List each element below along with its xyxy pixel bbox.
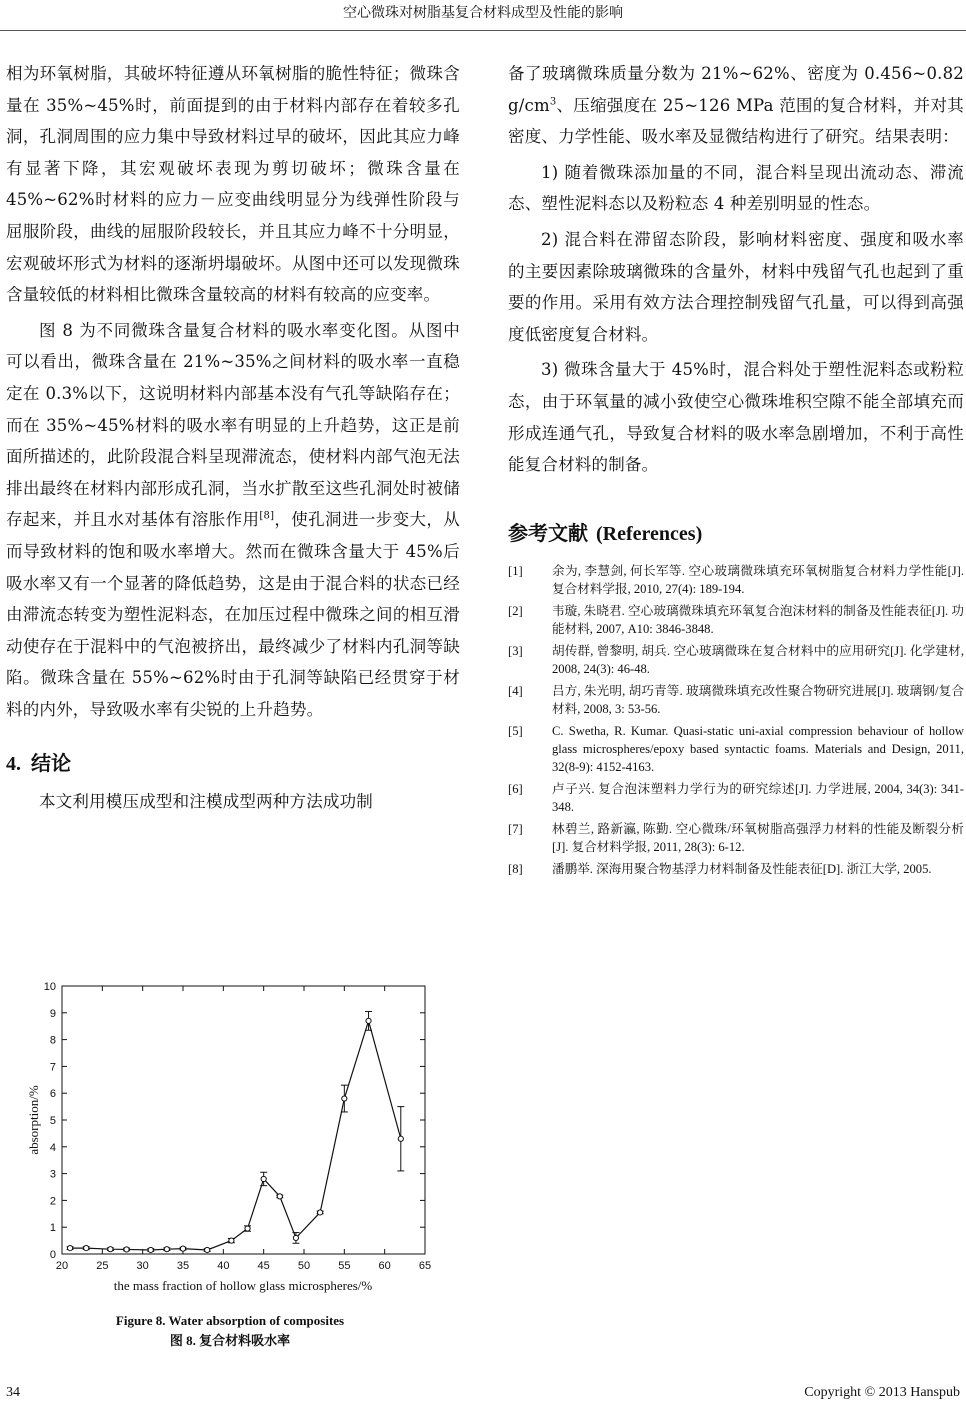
data-point: [148, 1247, 153, 1252]
references-title-en: (References): [596, 522, 703, 545]
x-tick-label: 30: [136, 1260, 149, 1272]
x-tick-label: 65: [418, 1260, 432, 1272]
copyright: Copyright © 2013 Hanspub: [804, 1385, 960, 1400]
reference-item: [508, 562, 964, 598]
axis-ticks: [44, 981, 431, 1272]
data-point: [229, 1238, 234, 1243]
reference-label: [8]: [508, 861, 523, 876]
left-paragraph-1: 相为环氧树脂，其破坏特征遵从环氧树脂的脆性特征；微珠含量在 35%~45%时，前面提到的由于材料内部存在着较多孔洞，孔洞周围的应力集中导致材料过早的破坏，因此其应力峰有显著下降，其宏观破坏表现为剪切破坏；微珠含量在 45%~62%时材料的应力－应变曲线明显分为线弹性阶段与屈服阶段，曲线的屈服阶段较长，并且其应力峰不十分明显，宏观破坏形式为材料的逐渐坍塌破坏。从图中还可以发现微珠含量较低的材料相比微珠含量较高的材料有较高的应变率。: [6, 64, 460, 305]
x-tick-label: 35: [176, 1260, 190, 1272]
y-tick-label: 9: [49, 1007, 56, 1020]
section-heading-conclusion: [6, 747, 460, 776]
data-point: [366, 1018, 371, 1023]
reference-text: 卢子兴. 复合泡沫塑料力学行为的研究综述[J]. 力学进展, 2004, 34(3): 341-348.: [552, 781, 964, 814]
reference-label: [4]: [508, 683, 523, 698]
y-tick-label: 8: [49, 1034, 56, 1047]
reference-label: [7]: [508, 821, 523, 836]
y-tick-label: 3: [49, 1168, 56, 1181]
x-tick-label: 60: [378, 1260, 391, 1272]
reference-item: [508, 602, 964, 638]
reference-label: [1]: [508, 563, 523, 578]
caption-zh: 图 8. 复合材料吸水率: [169, 1333, 291, 1348]
reference-text: 余为, 李慧剑, 何长军等. 空心玻璃微珠填充环氧树脂复合材料力学性能[J]. 复合材料学报, 2010, 27(4): 189-194.: [552, 563, 964, 596]
figure-caption: [0, 1311, 460, 1351]
y-tick-label: 1: [49, 1222, 56, 1235]
left-paragraph-2: [6, 315, 460, 726]
conclusion-item-3: 3) 微珠含量大于 45%时，混合料处于塑性泥料态或粉粒态，由于环氧量的减小致使空心微珠堆积空隙不能全部填充而形成连通气孔，导致复合材料的吸水率急剧增加，不利于高性能复合材料的制备。: [508, 360, 964, 475]
y-tick-label: 2: [49, 1195, 56, 1208]
running-header: [0, 0, 966, 31]
reference-text: 潘鹏举. 深海用聚合物基浮力材料制备及性能表征[D]. 浙江大学, 2005.: [552, 861, 932, 876]
x-tick-label: 25: [96, 1260, 109, 1272]
references-heading: [508, 517, 964, 546]
reference-item: [508, 820, 964, 856]
reference-item: [508, 642, 964, 678]
reference-item: [508, 682, 964, 718]
conclusion-item-1: 1) 随着微珠添加量的不同，混合料呈现出流动态、滞流态、塑性泥料态以及粉粒态 4 种差别明显的性态。: [508, 162, 964, 214]
conclusion-item-2: 2) 混合料在滞留态阶段，影响材料密度、强度和吸水率的主要因素除玻璃微珠的含量外，材料中残留气孔也起到了重要的作用。采用有效方法合理控制残留气孔量，可以得到高强度低密度复合材料。: [508, 229, 964, 344]
citation-8[interactable]: [8]: [259, 510, 275, 522]
x-axis-title: the mass fraction of hollow glass microspheres/%: [113, 1278, 373, 1293]
reference-item: [508, 722, 964, 776]
data-point: [164, 1247, 169, 1252]
reference-label: [2]: [508, 603, 523, 618]
data-point: [124, 1247, 129, 1252]
y-tick-label: 4: [49, 1141, 56, 1154]
x-tick-label: 55: [338, 1260, 351, 1272]
reference-list: [508, 562, 964, 878]
data-point: [398, 1136, 403, 1141]
reference-item: [508, 860, 964, 878]
reference-text: 韦璇, 朱晓君. 空心玻璃微珠填充环氧复合泡沫材料的制备及性能表征[J]. 功能材料, 2007, A10: 3846-3848.: [552, 603, 964, 636]
reference-text: 胡传群, 曾黎明, 胡兵. 空心玻璃微珠在复合材料中的应用研究[J]. 化学建材, 2008, 24(3): 46-48.: [552, 643, 964, 676]
x-tick-label: 40: [217, 1260, 230, 1272]
left-column: [6, 58, 460, 818]
data-point: [293, 1235, 298, 1240]
data-point: [261, 1176, 266, 1181]
data-point: [67, 1246, 72, 1251]
y-tick-label: 7: [49, 1061, 56, 1074]
data-point: [180, 1246, 185, 1251]
references-title-zh: 参考文献: [508, 520, 588, 545]
series-line: [70, 1021, 401, 1250]
reference-text: 林碧兰, 路新瀛, 陈勤. 空心微珠/环氧树脂高强浮力材料的性能及断裂分析[J]. 复合材料学报, 2011, 28(3): 6-12.: [552, 821, 964, 854]
reference-label: [6]: [508, 781, 523, 796]
left-paragraph-2-part-b: ，使孔洞进一步变大，从而导致材料的饱和吸水率增大。然而在微珠含量大于 45%后吸水率又有一个显著的降低趋势，这是由于混合料的状态已经由滞流态转变为塑性泥料态，在加压过程中微珠之间的相互滑动使存在于混料中的气泡被挤出，最终减少了材料内孔洞等缺陷。微珠含量在 55%~62%时由于孔洞等缺陷已经贯穿于材料的内外，导致吸水率有尖锐的上升趋势。: [6, 510, 461, 719]
data-point: [205, 1247, 210, 1252]
reference-text: 吕方, 朱光明, 胡巧青等. 玻璃微珠填充改性聚合物研究进展[J]. 玻璃钢/复合材料, 2008, 3: 53-56.: [552, 683, 964, 716]
reference-text: C. Swetha, R. Kumar. Quasi-static uni-axial compression behaviour of hollow glass microspheres/epoxy based syntactic foams. Materials and Design, 2011, 32(8-9): 4152-4163.: [552, 723, 964, 774]
data-series: [67, 1011, 405, 1252]
right-paragraph-1-part-b: 、压缩强度在 25~126 MPa 范围的复合材料，并对其密度、力学性能、吸水率及显微结构进行了研究。结果表明：: [508, 95, 964, 147]
data-point: [318, 1210, 323, 1215]
data-point: [84, 1246, 89, 1251]
x-tick-label: 45: [257, 1260, 270, 1272]
x-tick-label: 20: [55, 1260, 69, 1272]
left-paragraph-2-part-a: 图 8 为不同微珠含量复合材料的吸水率变化图。从图中可以看出，微珠含量在 21%~35%之间材料的吸水率一直稳定在 0.3%以下，这说明材料内部基本没有气孔等缺陷存在；而在 35%~45%材料的吸水率有明显的上升趋势，这正是前面所描述的，此阶段混合料呈现滞流态，使材料内部气泡无法排出最终在材料内部形成孔洞，当水扩散至这些孔洞处时被储存起来，并且水对基体有溶胀作用: [6, 320, 460, 530]
y-tick-label: 10: [43, 981, 56, 993]
section-title: 结论: [31, 751, 71, 776]
y-tick-label: 0: [49, 1249, 56, 1261]
reference-label: [3]: [508, 643, 523, 658]
y-tick-label: 6: [49, 1088, 56, 1101]
reference-item: [508, 780, 964, 816]
reference-label: [5]: [508, 723, 523, 738]
absorption-chart: [20, 978, 440, 1308]
data-point: [108, 1247, 113, 1252]
right-paragraph-1-part-a: 备了玻璃微珠质量分数为 21%~62%、密度为 0.456~0.82 g/cm: [508, 64, 964, 115]
page-number: 34: [6, 1385, 20, 1400]
x-tick-label: 50: [297, 1260, 311, 1272]
right-paragraph-1: [508, 58, 964, 153]
data-point: [245, 1226, 250, 1231]
right-column: [508, 58, 964, 882]
left-paragraph-3: 本文利用模压成型和注模成型两种方法成功制: [39, 792, 373, 812]
data-point: [342, 1096, 347, 1101]
superscript-3: 3: [549, 96, 557, 108]
figure-8: [20, 978, 440, 1338]
y-axis-title: absorption/%: [26, 1085, 41, 1155]
data-point: [277, 1194, 282, 1199]
y-tick-label: 5: [49, 1115, 56, 1127]
section-number: 4.: [6, 753, 21, 776]
header-title: 空心微珠对树脂基复合材料成型及性能的影响: [343, 5, 623, 21]
caption-en: Figure 8. Water absorption of composites: [115, 1313, 345, 1328]
